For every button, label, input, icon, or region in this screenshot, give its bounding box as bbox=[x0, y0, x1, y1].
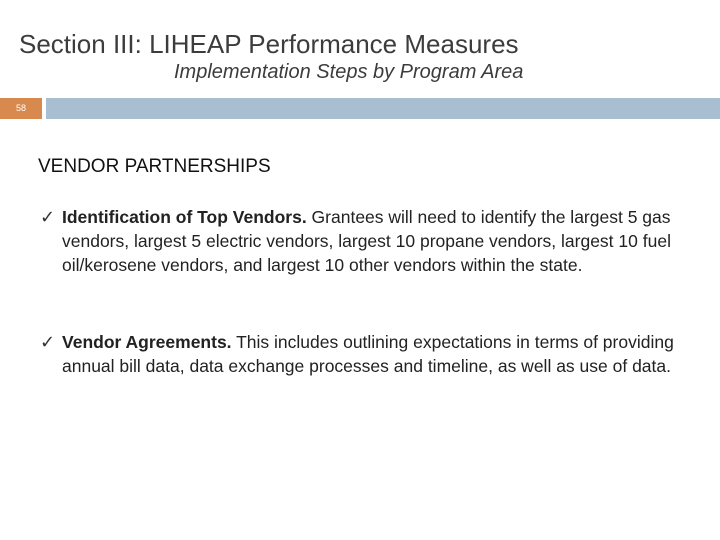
bullet-text bbox=[62, 330, 685, 378]
bullet-text bbox=[62, 205, 680, 277]
checkmark-icon: ✓ bbox=[40, 207, 56, 227]
slide-subtitle: Implementation Steps by Program Area bbox=[174, 61, 524, 83]
bullet-title: Identification of Top Vendors. bbox=[62, 207, 307, 227]
section-heading: VENDOR PARTNERSHIPS bbox=[38, 156, 271, 177]
checkmark-icon: ✓ bbox=[40, 332, 56, 352]
bullet-vendor-agreements bbox=[40, 330, 685, 378]
bullet-body: This includes outlining expectations in terms of providing annual bill data, data exchange processes and timeline, as well as use of data. bbox=[62, 332, 674, 376]
bullet-title: Vendor Agreements. bbox=[62, 332, 232, 352]
bullet-body: Grantees will need to identify the largest 5 gas vendors, largest 5 electric vendors, largest 10 propane vendors, largest 10 fuel oil/kerosene vendors, and largest 10 other vendors within the state. bbox=[62, 207, 671, 275]
slide-title: Section III: LIHEAP Performance Measures bbox=[19, 29, 519, 59]
bullet-identification-of-top-vendors bbox=[40, 205, 680, 277]
decorative-header-bar bbox=[46, 98, 720, 119]
page-number-badge: 58 bbox=[0, 98, 42, 119]
